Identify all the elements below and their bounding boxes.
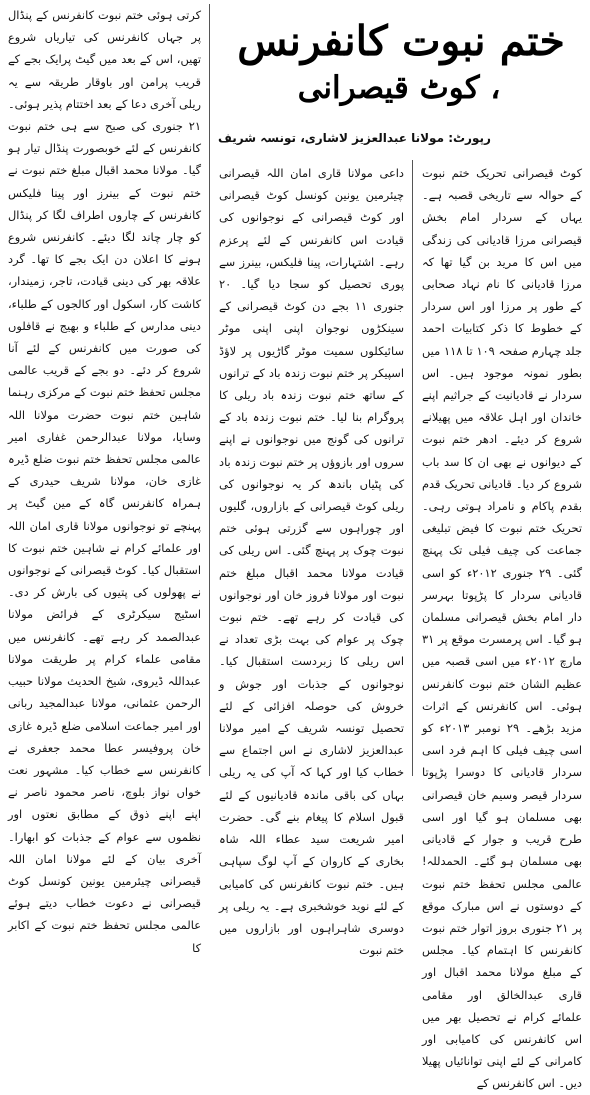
article-text: کرتی ہوئی ختم نبوت کانفرنس کے پنڈال پر جہاں کانفرنس کی تیاریاں شروع تھیں، اس کے بعد میں گیٹ پرایک بجے کے قریب پرامن اور باوقار طریقہ سے یہ ریلی آخری دعا کے بعد اختتام پذیر ہوئی۔ ۲۱ جنوری کی صبح سے ہی ختم نبوت کانفرنس کے لئے خوبصورت پنڈال تیار ہو گیا۔ مولانا محمد اقبال مبلغ ختم نبوت نے ختم نبوت کے بینرز اور پینا فلیکس کانفرنس کے چاروں اطراف لگا کر پنڈال کو چار چاند لگا دیئے۔ کانفرنس شروع ہونے کا اعلان دن ایک بجے کا تھا۔ گرد علاقہ بھر کی دینی قیادت، تاجر، زمیندار، کاشت کار، اسکول اور کالجوں کے طلباء، دینی مدارس کے طلباء و بھیج نے قافلوں کی صورت میں کانفرنس کے لئے آنا شروع کر دئے۔ دو بجے کے قریب عالمی مجلس تحفظ ختم نبوت کے مرکزی رہنما شاہین ختم نبوت حضرت مولانا اللہ وسایا، مولانا عبدالرحمن غفاری امیر عالمی مجلس تحفظ ختم نبوت ضلع ڈیرہ غازی خان، مولانا شریف حیدری کے ہمراہ کانفرنس گاہ کے مین گیٹ پر پہنچے تو نوجوانوں مولانا قاری امان اللہ اور علمائے کرام نے شاہین ختم نبوت کا استقبال کیا۔ کوٹ قیصرانی کے نوجوانوں نے پھولوں کی پتیوں کی بارش کر دی۔ اسٹیج سیکرٹری کے فرائض مولانا عبدالصمد کر رہے تھے۔ کانفرنس میں مقامی علماء کرام پر طریقت مولانا عبداللہ ڈیروی، شیخ الحدیث مولانا حبیب الرحمن عثمانی، مولانا عبدالمجید ربانی اور امیر جماعت اسلامی ضلع ڈیرہ غازی خان پروفیسر عطا محمد جعفری نے کانفرنس سے خطاب کیا۔ مشہور نعت خواں نواز بلوچ، ناصر محمود ناصر نے اپنے اپنے ذوق کے مطابق نعتوں اور نظموں سے عوام کے جذبات کو ابھارا۔ آخری بیان کے لئے مولانا امان اللہ قیصرانی چیئرمین یونین کونسل کوٹ قیصرانی نے دعوت خطاب دیتے ہوئے عالمی مجلس تحفظ ختم نبوت کے اکابر کا: [8, 8, 201, 955]
article-column-middle: [219, 162, 404, 958]
article-text: کوٹ قیصرانی تحریک ختم نبوت کے حوالہ سے تاریخی قصبہ ہے۔ یہاں کے سردار امام بخش قیصرانی مرزا قادیانی کی زندگی میں اس کا مرید بن گیا تھا کہ مرزا قادیانی کا نام نہاد صحابی کے طور پر مرزا اور اس سردار کے خطوط کا ذکر کتابیات احمد جلد چہارم صفحہ ۱۰۹ تا ۱۱۸ میں بطور نمونہ موجود ہیں۔ اس سردار نے قادیانیت کے جراثیم اپنے خاندان اور اہل علاقہ میں پھیلانے شروع کر دیئے۔ ادھر ختم نبوت کے دیوانوں نے بھی ان کا سد باب شروع کر دیا۔ قادیانی تحریک قدم بقدم پاکام و نامراد ہوتی رہی۔ تحریک ختم نبوت کا فیض تبلیغی جماعت کی چیف فیلی تک پہنچ گئی۔ ۲۹ جنوری ۲۰۱۲ء کو اسی قادیانی سردار کا پڑپوتا بہرسر دار امام بخش قیصرانی مسلمان ہو گیا۔ اس پرمسرت موقع پر ۳۱ مارچ ۲۰۱۲ء میں اسی قصبہ میں عظیم الشان ختم نبوت کانفرنس ہوئی۔ اس کانفرنس کے اثرات مزید بڑھے۔ ۲۹ نومبر ۲۰۱۳ء کو اسی چیف فیلی کا اہم فرد اسی سردار قادیانی کا دوسرا پڑپوتا سردار قیصر وسیم خان قیصرانی بھی مسلمان ہو گیا اور اسی طرح قریب و جوار کے قادیانی بھی مسلمان ہو گئے۔ الحمدللہ! عالمی مجلس تحفظ ختم نبوت کے دوستوں نے اس مبارک موقع پر ۲۱ جنوری بروز اتوار ختم نبوت کانفرنس کا اہتمام کیا۔ مجلس کے مبلغ مولانا محمد اقبال اور قاری عبدالخالق اور مقامی علمائے کرام نے تحصیل بھر میں اس کانفرنس کی کامیابی اور کامرانی کے لئے اپنی توانائیاں پھیلا دیں۔ اس کانفرنس کے: [422, 166, 583, 1091]
headline: ختم نبوت کانفرنس: [237, 17, 565, 65]
column-divider: [412, 160, 413, 776]
article-column-right: [422, 162, 583, 1091]
column-divider: [209, 4, 210, 776]
article-column-left: [8, 4, 201, 955]
article-text: داعی مولانا قاری امان اللہ قیصرانی چیئرمین یونین کونسل کوٹ قیصرانی اور کوٹ قیصرانی کے نوجوانوں کی قیادت اس کانفرنس کے لئے پرعزم رہے۔ اشتہارات، پینا فلیکس، بینرز سے پوری تحصیل کو سجا دیا گیا۔ ۲۰ جنوری ۱۱ بجے دن کوٹ قیصرانی کے سینکڑوں نوجوان اپنی اپنی موٹر سائیکلوں سمیت موٹر گاڑیوں پر لاؤڈ اسپیکر پر ختم نبوت زندہ باد کے ترانوں کے ساتھ ختم نبوت زندہ باد ریلی کا پروگرام بنا لیا۔ ختم نبوت زندہ باد کے ترانوں کی گونج میں نوجوانوں نے اپنے سروں اور بازوؤں پر ختم نبوت زندہ باد کی پٹیاں باندھ کر یہ نوجوانوں کی ریلی کوٹ قیصرانی کے بازاروں، گلیوں اور چوراہوں سے گزرتی ہوئی ختم نبوت چوک پر پہنچ گئی۔ اس ریلی کی قیادت مولانا محمد اقبال مبلغ ختم نبوت اور مولانا فروز خان اور نوجوانوں کی قیادت کر رہے تھے۔ ختم نبوت چوک پر عوام کی بہت بڑی تعداد نے اس ریلی کا زبردست استقبال کیا۔ نوجوانوں کے جذبات اور جوش و خروش کی حوصلہ افزائی کے لئے تحصیل تونسہ شریف کے امیر مولانا عبدالعزیز لاشاری نے اس اجتماع سے خطاب کیا اور کہا کہ آپ کی یہ ریلی بہاں کی باقی ماندہ قادیانیوں کے لئے قبول اسلام کا پیغام بنے گی۔ حضرت امیر شریعت سید عطاء اللہ شاہ بخاری کے کاروان کے آپ لوگ سپاہی ہیں۔ ختم نبوت کانفرنس کی کامیابی کے لئے نوید خوشخبری ہے۔ یہ ریلی پر دوسری شاہراہوں اور بازاروں میں ختم نبوت: [219, 166, 404, 958]
byline: رپورٹ: مولانا عبدالعزیز لاشاری، تونسہ شریف: [218, 131, 491, 145]
headline-location: ، کوٹ قیصرانی: [297, 70, 501, 106]
